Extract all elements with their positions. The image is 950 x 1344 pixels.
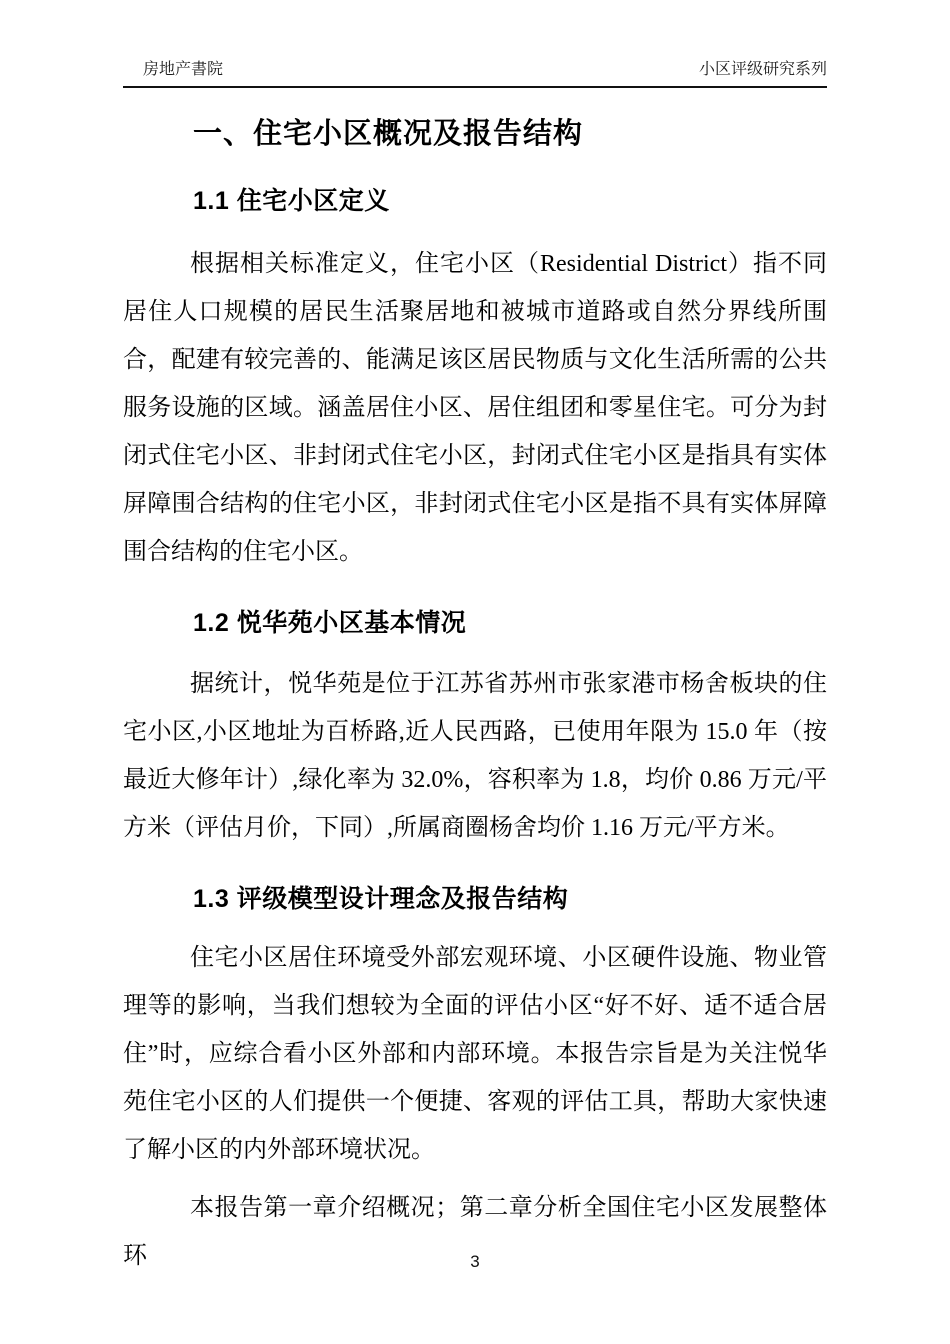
section-heading-1-2: 1.2 悦华苑小区基本情况 (193, 608, 467, 637)
section-heading-1-1: 1.1 住宅小区定义 (193, 186, 390, 215)
page-number: 3 (470, 1252, 480, 1271)
section-heading-1-3: 1.3 评级模型设计理念及报告结构 (193, 884, 569, 913)
header-right-text: 小区评级研究系列 (698, 61, 827, 78)
paragraph-basic-info: 据统计，悦华苑是位于江苏省苏州市张家港市杨舍板块的住宅小区,小区地址为百桥路,近人民西路，已使用年限为 15.0 年（按最近大修年计）,绿化率为 32.0%，容积率为 1.8，均价 0.86 万元/平方米（评估月价，下同）,所属商圈杨舍均价 1.16 万元/平方米。 (123, 670, 827, 841)
page-header (123, 0, 827, 88)
paragraph-report-structure: 本报告第一章介绍概况；第二章分析全国住宅小区发展整体环 (123, 1194, 827, 1269)
paragraph-rating-concept: 住宅小区居住环境受外部宏观环境、小区硬件设施、物业管理等的影响，当我们想较为全面的评估小区“好不好、适不适合居住”时，应综合看小区外部和内部环境。本报告宗旨是为关注悦华苑住宅小区的人们提供一个便捷、客观的评估工具，帮助大家快速了解小区的内外部环境状况。 (123, 944, 827, 1163)
chapter-title: 一、住宅小区概况及报告结构 (193, 118, 584, 150)
page-footer (0, 1252, 950, 1272)
paragraph-definition: 根据相关标准定义，住宅小区（Residential District）指不同居住人口规模的居民生活聚居地和被城市道路或自然分界线所围合，配建有较完善的、能满足该区居民物质与文化生活所需的公共服务设施的区域。涵盖居住小区、居住组团和零星住宅。可分为封闭式住宅小区、非封闭式住宅小区，封闭式住宅小区是指具有实体屏障围合结构的住宅小区，非封闭式住宅小区是指不具有实体屏障围合结构的住宅小区。 (123, 250, 827, 565)
header-left-text: 房地产書院 (143, 61, 224, 78)
